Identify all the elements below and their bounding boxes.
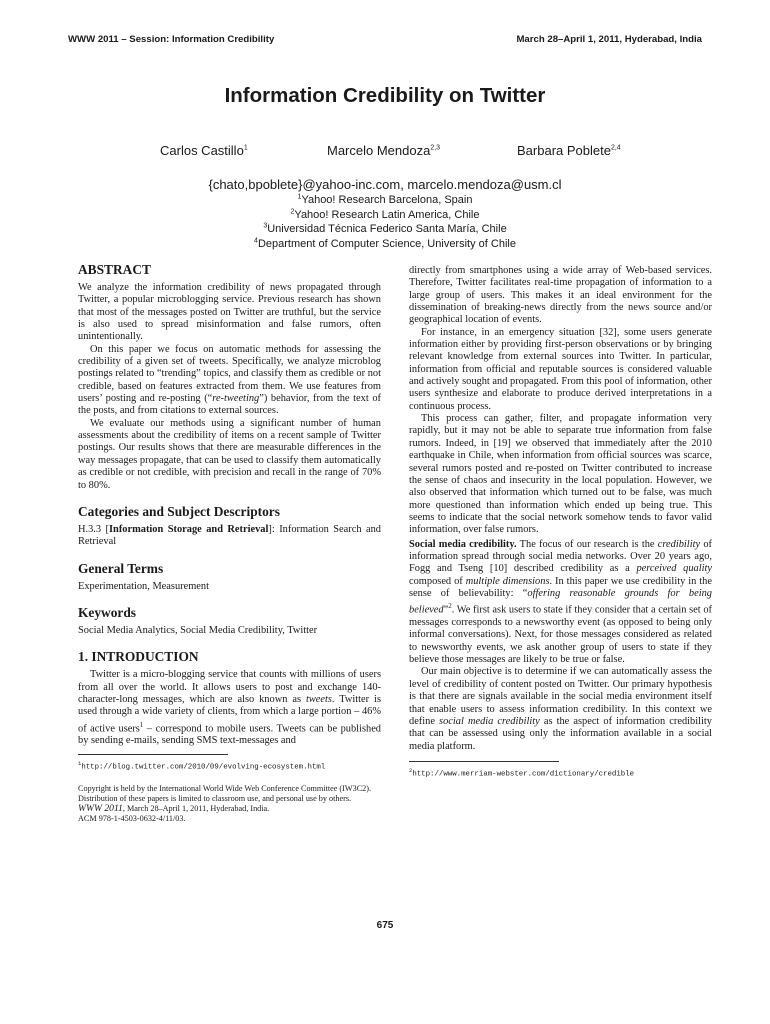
abstract-paragraph-2: On this paper we focus on automatic methods for assessing the credibility of a given set of tweets. Specifically, we analyze microblog postings related to “trending” topics, and classify them as credible or not credible, based on features extracted from them. We use features from users’ posting and re-posting (“re-tweeting”) behavior, from the text of the posts, and from citations to external sources. bbox=[78, 343, 381, 417]
general-terms-heading: General Terms bbox=[78, 560, 164, 576]
right-paragraph-1: directly from smartphones using a wide array of Web-based services. Therefore, Twitter facilitates real-time propagation of information to a large group of users. This makes it an ideal environment for the dissemination of breaking-news directly from the news source and/or geographical location of events. bbox=[409, 265, 712, 326]
affiliation-3: $^3$Universidad Técnica Federico Santa María, Chile bbox=[263, 222, 507, 236]
copyright-notice: Copyright is held by the International World Wide Web Conference Committee (IW3C2). Distribution of these papers is limited to classroom use, and personal use by others. WWW 2011, March 28–April 1, 2011, Hyderabad, India. ACM 978-1-4503-0632-4/11/03. bbox=[78, 784, 372, 824]
right-paragraph-3: This process can gather, filter, and propagate information very rapidly, but it may not be able to separate true information from false rumors. Indeed, in [19] we observed that immediately after the 2010 earthquake in Chile, when information from official sources was scarce, several rumors posted and re-posted on Twitter contributed to increase the sense of chaos and insecurity in the local population. However, we also observed that information which turned out to be false, was much more questioned than information which ended up being true. This seems to indicate that the social network somehow tends to favor valid information, over false rumors. bbox=[409, 413, 712, 536]
abstract-paragraph-1: We analyze the information credibility of news propagated through Twitter, a popular microblogging service. Previous research has shown that most of the messages posted on Twitter are truthful, but the service is also used to spread misinformation and false rumors, often unintentionally. bbox=[78, 282, 381, 343]
affiliation-4: $^4$Department of Computer Science, University of Chile bbox=[254, 237, 516, 250]
introduction-heading: 1. INTRODUCTION bbox=[78, 649, 199, 665]
social-media-credibility-paragraph: Social media credibility. The focus of our research is the credibility of information spread through social media networks. Over 20 years ago, Fogg and Tseng [10] described credibility as a perceived quality composed of multiple dimensions. In this paper we use credibility in the sense of believability: “offering reasonable grounds for being believed”$^2$. We first ask users to state if they consider that a certain set of messages corresponds to a newsworthy event (as opposed to being only informal conversations). Next, for those messages considered as related to newsworthy events, we ask another group of users to state if they believe those messages are likely to be true or false. bbox=[409, 538, 712, 666]
abstract-heading: ABSTRACT bbox=[78, 262, 151, 277]
affiliations bbox=[0, 176, 770, 251]
categories-text: H.3.3 [Information Storage and Retrieval]: Information Search and Retrieval bbox=[78, 523, 382, 548]
affiliation-1: $^1$Yahoo! Research Barcelona, Spain bbox=[297, 193, 473, 206]
abstract-paragraph-3: We evaluate our methods using a significant number of human assessments about the credibility of items on a recent sample of Twitter postings. Our results shows that there are measurable differences in the way messages propagate, that can be used to classify them automatically as credible or not credible, with precision and recall in the range of 70% to 80%. bbox=[78, 417, 381, 491]
categories-heading: Categories and Subject Descriptors bbox=[78, 503, 280, 519]
running-header-right: March 28–April 1, 2011, Hyderabad, India bbox=[516, 34, 702, 45]
keywords-heading: Keywords bbox=[78, 604, 137, 620]
left-column bbox=[78, 262, 381, 824]
affiliation-2: $^2$Yahoo! Research Latin America, Chile bbox=[290, 207, 480, 221]
footnote-rule-right bbox=[409, 761, 559, 762]
author-emails: {chato,bpoblete}@yahoo-inc.com, marcelo.mendoza@usm.cl bbox=[208, 177, 562, 192]
keywords-text: Social Media Analytics, Social Media Credibility, Twitter bbox=[78, 624, 318, 636]
running-header bbox=[68, 34, 702, 45]
footnote-rule bbox=[78, 754, 228, 755]
paper-title: Information Credibility on Twitter bbox=[224, 84, 546, 107]
author-castillo: Carlos Castillo$^1$ bbox=[160, 143, 248, 158]
main-objective-paragraph: Our main objective is to determine if we can automatically assess the level of credibility of content posted on Twitter. Our primary hypothesis is that there are signals available in the social media environment itself that enable users to assess information credibility. In this context we define social media credibility as the aspect of information credibility that can be assessed using only the information available in a social media platform. bbox=[409, 666, 712, 752]
author-poblete: Barbara Poblete$^{2,4}$ bbox=[517, 143, 621, 158]
footnote-2: $^2$http://www.merriam-webster.com/dictionary/credible bbox=[409, 766, 635, 779]
right-paragraph-2: For instance, in an emergency situation [32], some users generate information either by providing first-person observations or by bringing relevant knowledge from external sources into Twitter. In particular, information from official and reputable sources is considered valuable and actively sought and propagated. From this pool of information, other users synthesize and elaborate to produce derived interpretations in a continuous process. bbox=[409, 326, 712, 412]
page-number: 675 bbox=[376, 920, 394, 931]
introduction-paragraph-1: Twitter is a micro-blogging service that counts with millions of users from all over the world. It allows users to post and exchange 140-character-long messages, which are also known as tweets. Twitter is used through a wide variety of clients, from which a large portion – 46% of active users$^1$ – correspond to mobile users. Tweets can be published by sending e-mails, sending SMS text-messages and bbox=[78, 669, 381, 747]
author-mendoza: Marcelo Mendoza$^{2,3}$ bbox=[327, 143, 441, 158]
right-column bbox=[409, 265, 712, 779]
general-terms-text: Experimentation, Measurement bbox=[78, 580, 209, 592]
footnote-1: $^1$http://blog.twitter.com/2010/09/evolving-ecosystem.html bbox=[78, 759, 326, 772]
running-header-left: WWW 2011 – Session: Information Credibility bbox=[68, 34, 275, 45]
